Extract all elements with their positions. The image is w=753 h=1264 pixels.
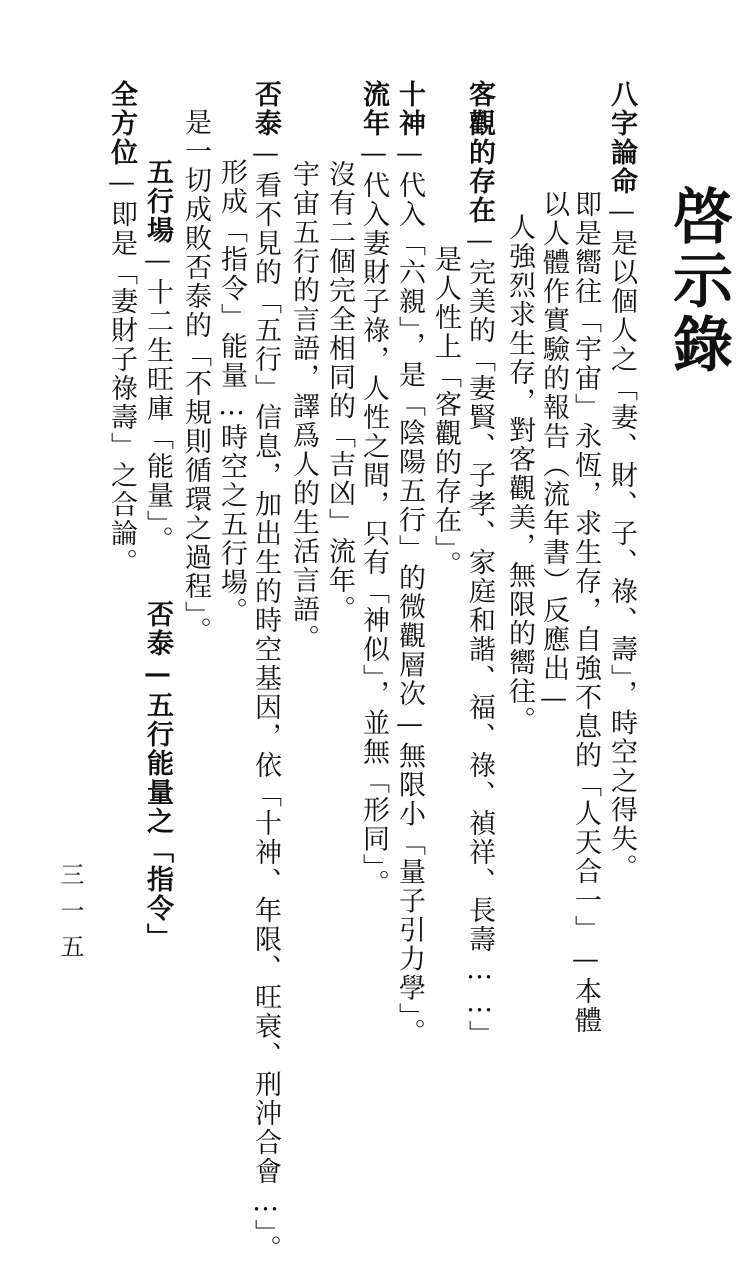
text-column [182,108,209,646]
line-text: 沒有二個完全相同的「吉凶」流年。 [324,160,355,624]
line-text: 是人性上「客觀的存在」。 [430,245,461,580]
text-column [466,80,493,1049]
line-text: 否泰—五行能量之「指令」 [142,600,173,952]
text-column [290,160,317,653]
line-text: 以人體作實驗的報告（流年書）反應出— [538,190,569,716]
term-label: 否泰 [250,80,281,138]
text-column [326,160,353,624]
line-text: —即是「妻財子祿壽」之合論。 [106,167,137,577]
line-text: 即是嚮往「宇宙」永恆，求生存，自強不息的「人天合一」—本體 [570,190,601,1035]
line-text: —代入妻財子祿，人性之間，只有「神似」，並無「形同」。 [358,138,389,898]
page-title: 啓示錄 [663,185,733,377]
term-label: 五行場 [142,158,173,245]
text-column [608,80,635,883]
text-column [252,80,279,1264]
text-column [506,213,533,735]
text-column [432,245,459,580]
term-label: 全方位 [106,80,137,167]
term-label: 十神 [394,80,425,138]
page-number: 三一五 [56,862,84,970]
term-label: 八字論命 [606,80,637,196]
line-text: —完美的「妻賢、子孝、家庭和諧、福、祿、禎祥、長壽……」 [464,225,495,1049]
line-text: 是一切成敗否泰的「不規則循環之過程」。 [180,108,211,646]
line-text: —十二生旺庫「能量」。 [142,245,173,555]
term-label: 客觀的存在 [464,80,495,225]
line-text: 人強烈求生存，對客觀美，無限的嚮往。 [504,213,535,735]
text-column [144,158,171,555]
text-column [144,600,171,952]
text-column [540,190,567,716]
line-text: 形成「指令」能量…時空之五行場。 [216,158,247,626]
line-text: —看不見的「五行」信息，加出生的時空基因，依「十神、年限、旺衰、刑沖合會…」。 [250,138,281,1264]
text-column [572,190,599,1035]
text-column [396,80,423,1047]
text-column [218,158,245,626]
line-text: —代入「六親」，是「陰陽五行」的微觀層次—無限小「量子引力學」。 [394,138,425,1047]
line-text: 宇宙五行的言語，譯爲人的生活言語。 [288,160,319,653]
text-column [108,80,135,577]
text-column [360,80,387,898]
line-text: —是以個人之「妻、財、子、祿、壽」，時空之得失。 [606,196,637,883]
term-label: 流年 [358,80,389,138]
